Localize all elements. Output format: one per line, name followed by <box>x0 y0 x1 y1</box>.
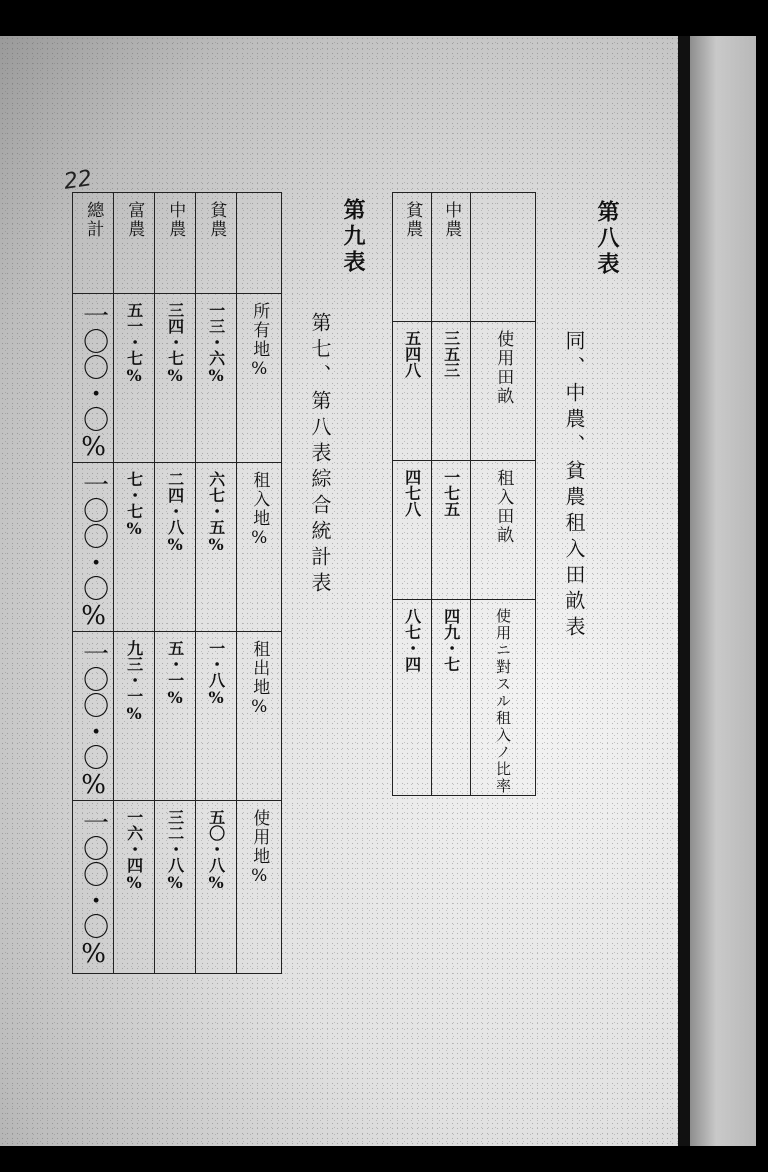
book-spine <box>678 36 690 1146</box>
page-edge <box>690 36 756 1146</box>
table9-header: 所有地% <box>237 294 282 463</box>
table9-subtitle: 第七、第八表綜合統計表 <box>308 312 332 598</box>
table8-rowlabel-poor: 貧農 <box>393 193 432 322</box>
table9-cell: 一〇〇・〇% <box>73 632 114 801</box>
table9-header: 租出地% <box>237 632 282 801</box>
table9-cell: 一六・四% <box>114 801 155 974</box>
table9-cell: 一〇〇・〇% <box>73 463 114 632</box>
table9-header: 租入地% <box>237 463 282 632</box>
table8-rowlabel-middle: 中農 <box>432 193 471 322</box>
table9-rowlabel-total: 總計 <box>73 193 114 294</box>
table9-cell: 五・一% <box>155 632 196 801</box>
page-number: 22 <box>62 166 94 195</box>
table8-title: 第八表 <box>594 200 620 278</box>
table9-cell: 五〇・八% <box>196 801 237 974</box>
table9-cell: 六七・五% <box>196 463 237 632</box>
table9-cell: 三四・七% <box>155 294 196 463</box>
table9-corner <box>237 193 282 294</box>
table9-cell: 九三・一% <box>114 632 155 801</box>
table9-cell: 二四・八% <box>155 463 196 632</box>
table8-header: 使用田畝 <box>471 322 536 461</box>
table9-header: 使用地% <box>237 801 282 974</box>
table8-subtitle: 同、中農、貧農租入田畝表 <box>562 330 586 642</box>
table8-cell: 五四八 <box>393 322 432 461</box>
table8-cell: 四九・七 <box>432 600 471 796</box>
table9-rowlabel-middle: 中農 <box>155 193 196 294</box>
table9-rowlabel-poor: 貧農 <box>196 193 237 294</box>
table8 <box>392 192 536 796</box>
table9-cell: 三二・八% <box>155 801 196 974</box>
table9-cell: 一〇〇・〇% <box>73 294 114 463</box>
table9-rowlabel-rich: 富農 <box>114 193 155 294</box>
table9-cell: 五一・七% <box>114 294 155 463</box>
table8-corner <box>471 193 536 322</box>
table9-cell: 一・八% <box>196 632 237 801</box>
table8-cell: 八七・四 <box>393 600 432 796</box>
table8-cell: 三五三 <box>432 322 471 461</box>
table9-cell: 七・七% <box>114 463 155 632</box>
table9-cell: 一〇〇・〇% <box>73 801 114 974</box>
table9-title: 第九表 <box>340 198 366 276</box>
table8-cell: 四七八 <box>393 461 432 600</box>
table9 <box>72 192 282 974</box>
table9-cell: 一三・六% <box>196 294 237 463</box>
table8-cell: 一七五 <box>432 461 471 600</box>
table8-header: 租入田畝 <box>471 461 536 600</box>
table8-header: 使用ニ對スル租入ノ比率 <box>471 600 536 796</box>
